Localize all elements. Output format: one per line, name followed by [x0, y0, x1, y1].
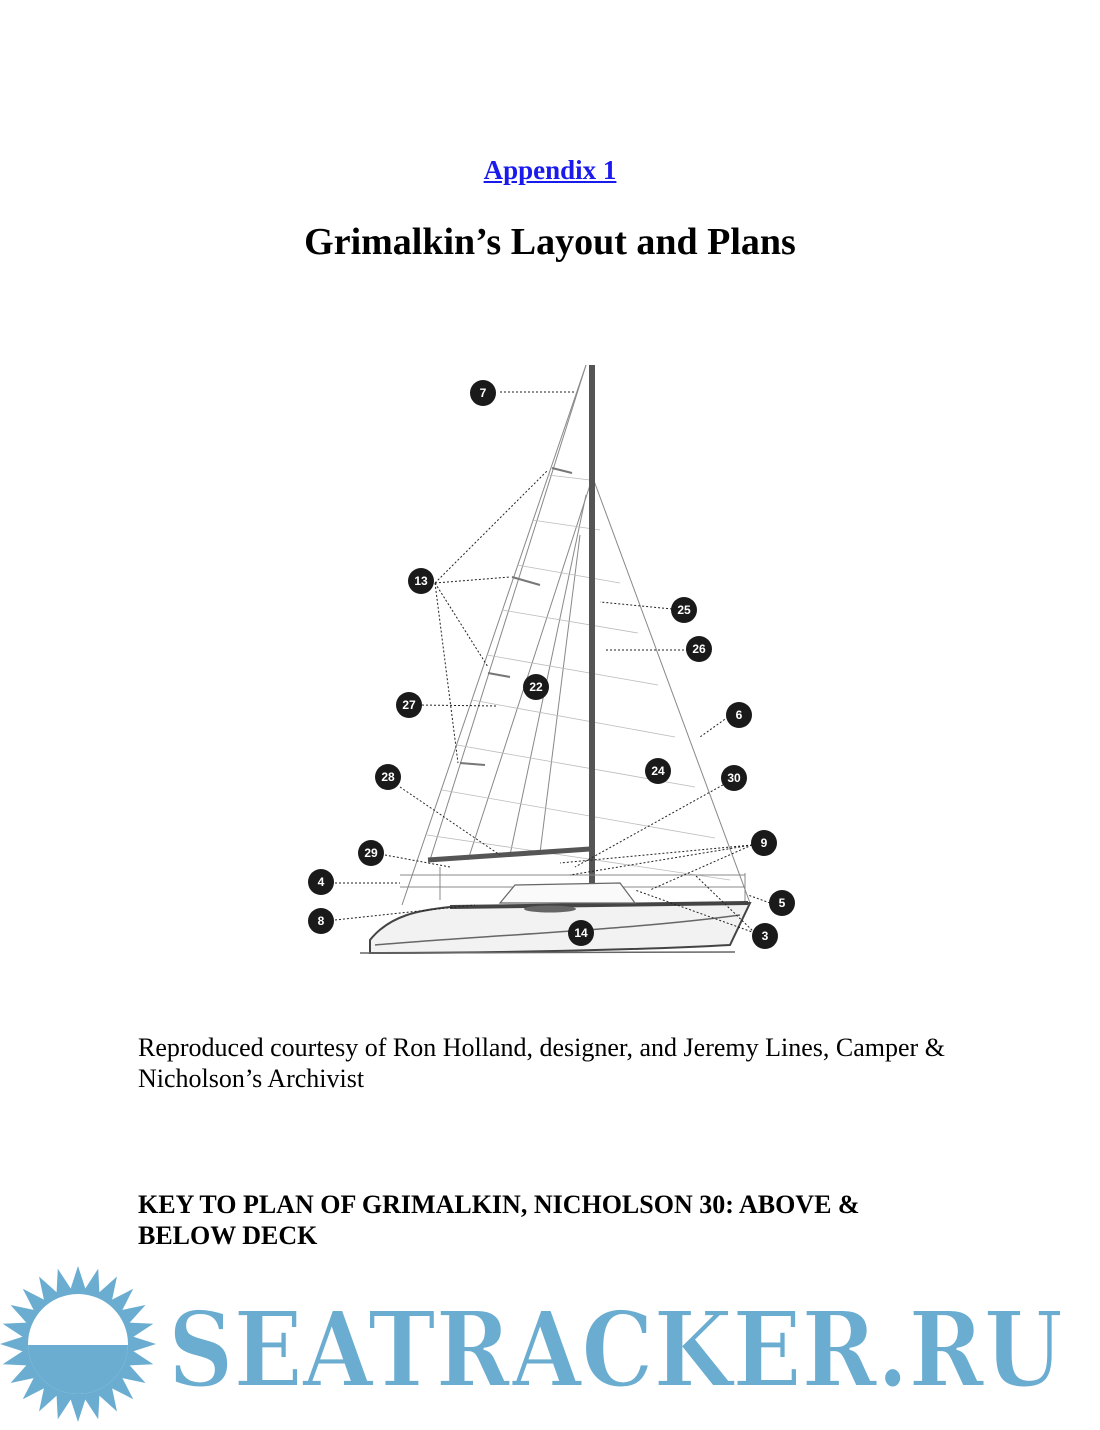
label-badge	[671, 597, 697, 623]
label-badge	[375, 764, 401, 790]
label-badge	[358, 840, 384, 866]
label-badge	[769, 890, 795, 916]
svg-text:6: 6	[735, 708, 743, 722]
svg-text:26: 26	[692, 642, 706, 656]
svg-text:7: 7	[479, 386, 487, 400]
label-badge	[726, 702, 752, 728]
label-badge	[396, 692, 422, 718]
label-badge	[470, 380, 496, 406]
label-badge	[751, 830, 777, 856]
label-badge	[721, 765, 747, 791]
svg-text:24: 24	[651, 764, 665, 778]
key-heading: KEY TO PLAN OF GRIMALKIN, NICHOLSON 30: ABOVE & BELOW DECK	[138, 1190, 860, 1250]
svg-text:30: 30	[727, 771, 741, 785]
sun-icon	[0, 1266, 156, 1422]
svg-text:9: 9	[760, 836, 768, 850]
svg-text:29: 29	[364, 846, 378, 860]
svg-text:3: 3	[761, 929, 769, 943]
svg-text:28: 28	[381, 770, 395, 784]
svg-text:25: 25	[677, 603, 691, 617]
svg-text:14: 14	[574, 926, 588, 940]
svg-text:4: 4	[317, 875, 325, 889]
sailboat-diagram	[290, 355, 810, 965]
page-title: Grimalkin’s Layout and Plans	[304, 221, 796, 263]
label-badge	[686, 636, 712, 662]
appendix-link[interactable]: Appendix 1	[483, 155, 617, 185]
label-badge	[752, 923, 778, 949]
svg-text:27: 27	[402, 698, 416, 712]
label-badge	[523, 674, 549, 700]
watermark-text: SEATRACKER.RU	[168, 1288, 1063, 1411]
label-badge	[408, 568, 434, 594]
svg-text:5: 5	[778, 896, 786, 910]
svg-text:8: 8	[317, 914, 325, 928]
credit-text: Reproduced courtesy of Ron Holland, designer, and Jeremy Lines, Camper & Nicholson’s Archivist	[138, 1033, 945, 1093]
label-badge	[645, 758, 671, 784]
svg-text:22: 22	[529, 680, 543, 694]
svg-text:13: 13	[414, 574, 428, 588]
label-badge	[308, 908, 334, 934]
watermark	[0, 1262, 1080, 1425]
label-badge	[568, 920, 594, 946]
label-badge	[308, 869, 334, 895]
